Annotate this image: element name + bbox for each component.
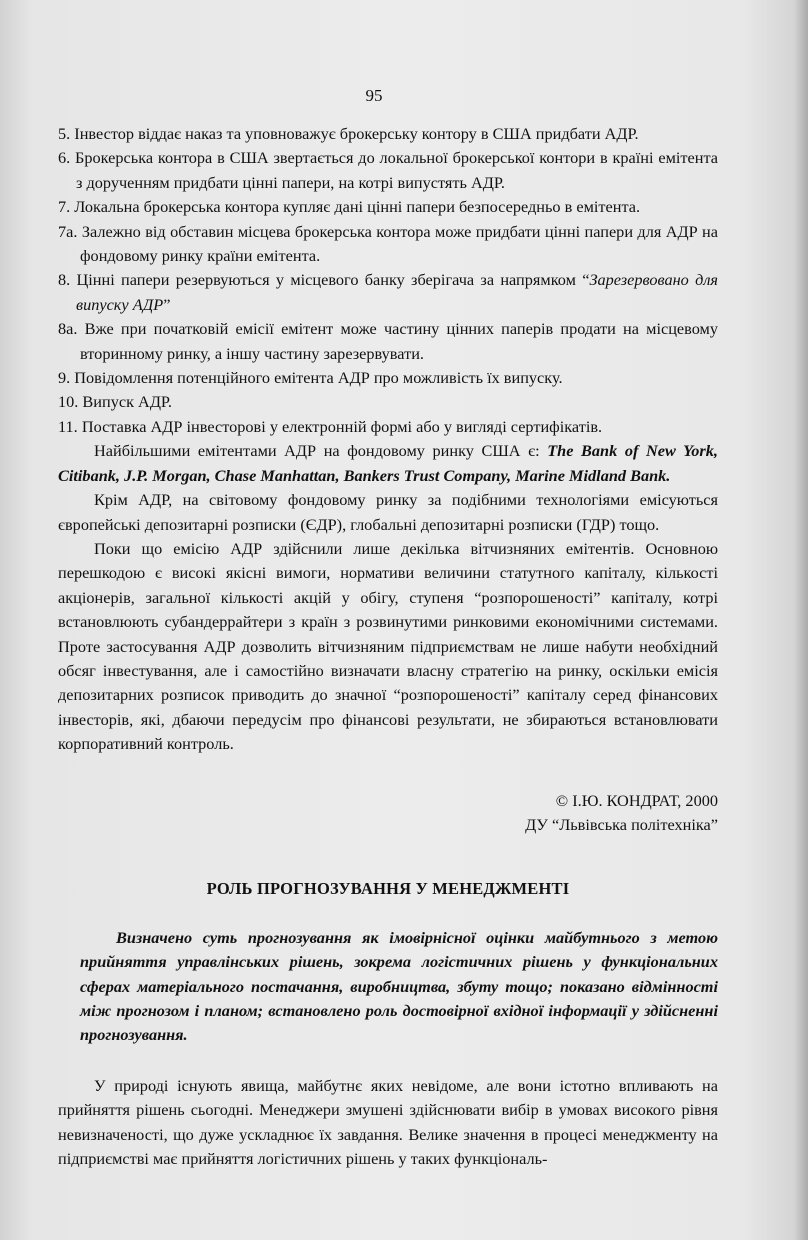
list-item: [58, 268, 718, 317]
list-item: 9. Повідомлення потенційного емітента АДР про можливість їх випуску.: [58, 368, 563, 388]
list-item-text: ”: [163, 294, 171, 314]
list-item: 7. Локальна брокерська контора купляє дані цінні папери безпосередньо в емітента.: [58, 197, 641, 217]
list-item: 7а. Залежно від обставин місцева брокерська контора може придбати цінні папери для АДР на фондовому ринку країни емітента.: [58, 221, 718, 266]
issuers-intro: Найбільшими емітентами АДР на фондовому ринку США є:: [94, 441, 548, 461]
list-item: 10. Випуск АДР.: [58, 392, 173, 412]
page-edge-shadow: [794, 0, 808, 1240]
body-paragraph: Поки що емісію АДР здійснили лише декілька вітчизняних емітентів. Основною перешкодою є високі якісні вимоги, нормативи величини статутного капіталу, кількості акціонерів, загальної кількості акцій у обігу, ступеня “розпорошеності” капіталу, котрі встановлюють субандеррайтери з країн з розвинутими ринковими економічними системами. Проте застосування АДР дозволить вітчизняним підприємствам не лише набути необхідний обсяг інвестування, але і самостійно визначати власну стратегію на ринку, оскільки емісія депозитарних розписок приводить до значної “розпорошеності” капіталу серед фінансових інвесторів, які, дбаючи передусім про фінансові результати, не збираються встановлювати корпоративний контроль.: [58, 538, 718, 754]
section-body-paragraph: У природі існують явища, майбутнє яких невідоме, але вони істотно впливають на прийняття рішень сьогодні. Менеджери змушені здійснювати вибір в умовах високого рівня невизначеності, що дуже ускладнює їх завдання. Велике значення в процесі менеджменту на підприємстві має прийняття логістичних рішень у таких функціональ-: [58, 1075, 718, 1169]
list-item: 6. Брокерська контора в США звертається до локальної брокерської контори в країні емітента з дорученням придбати цінні папери, на котрі випустять АДР.: [58, 148, 718, 192]
body-paragraph: Крім АДР, на світовому фондовому ринку за подібними технологіями емісуються європейські депозитарні розписки (ЄДР), глобальні депозитарні розписки (ГДР) тощо.: [58, 490, 718, 534]
list-item-text: 8. Цінні папери резервуються у місцевого банку зберігача за напрямком “: [58, 270, 590, 290]
list-item: 11. Поставка АДР інвесторові у електронній формі або у вигляді сертифікатів.: [58, 416, 603, 436]
section-abstract: Визначено суть прогнозування як імовірнісної оцінки майбутнього з метою прийняття управлінських рішень, зокрема логістичних рішень у функціональних сферах матеріального постачання, виробництва, збуту тощо; показано відмінності між прогнозом і планом; встановлено роль достовірної вхідної інформації у здійсненні прогнозування.: [80, 927, 718, 1045]
section-title: РОЛЬ ПРОГНОЗУВАННЯ У МЕНЕДЖМЕНТІ: [206, 879, 570, 899]
issuers-names: The Bank of New York, Citibank, J.P. Morgan, Chase Manhattan, Bankers Trust Company, Marine Midland Bank.: [58, 441, 718, 485]
list-item: 5. Інвестор віддає наказ та уповноважує брокерську контору в США придбати АДР.: [58, 124, 639, 143]
list-item-italic: Зарезервовано для випуску АДР: [76, 270, 719, 314]
page-content: [58, 122, 718, 1171]
list-item: 8а. Вже при початковій емісії емітент може частину цінних паперів продати на місцевому вторинному ринку, а іншу частину зарезервувати.: [58, 319, 718, 363]
copyright-author: © І.Ю. КОНДРАТ, 2000: [555, 790, 718, 810]
copyright-affiliation: ДУ “Львівська політехніка”: [525, 814, 718, 834]
page-number: 95: [365, 86, 383, 105]
copyright-block: [58, 789, 718, 838]
issuers-paragraph: [58, 439, 718, 488]
